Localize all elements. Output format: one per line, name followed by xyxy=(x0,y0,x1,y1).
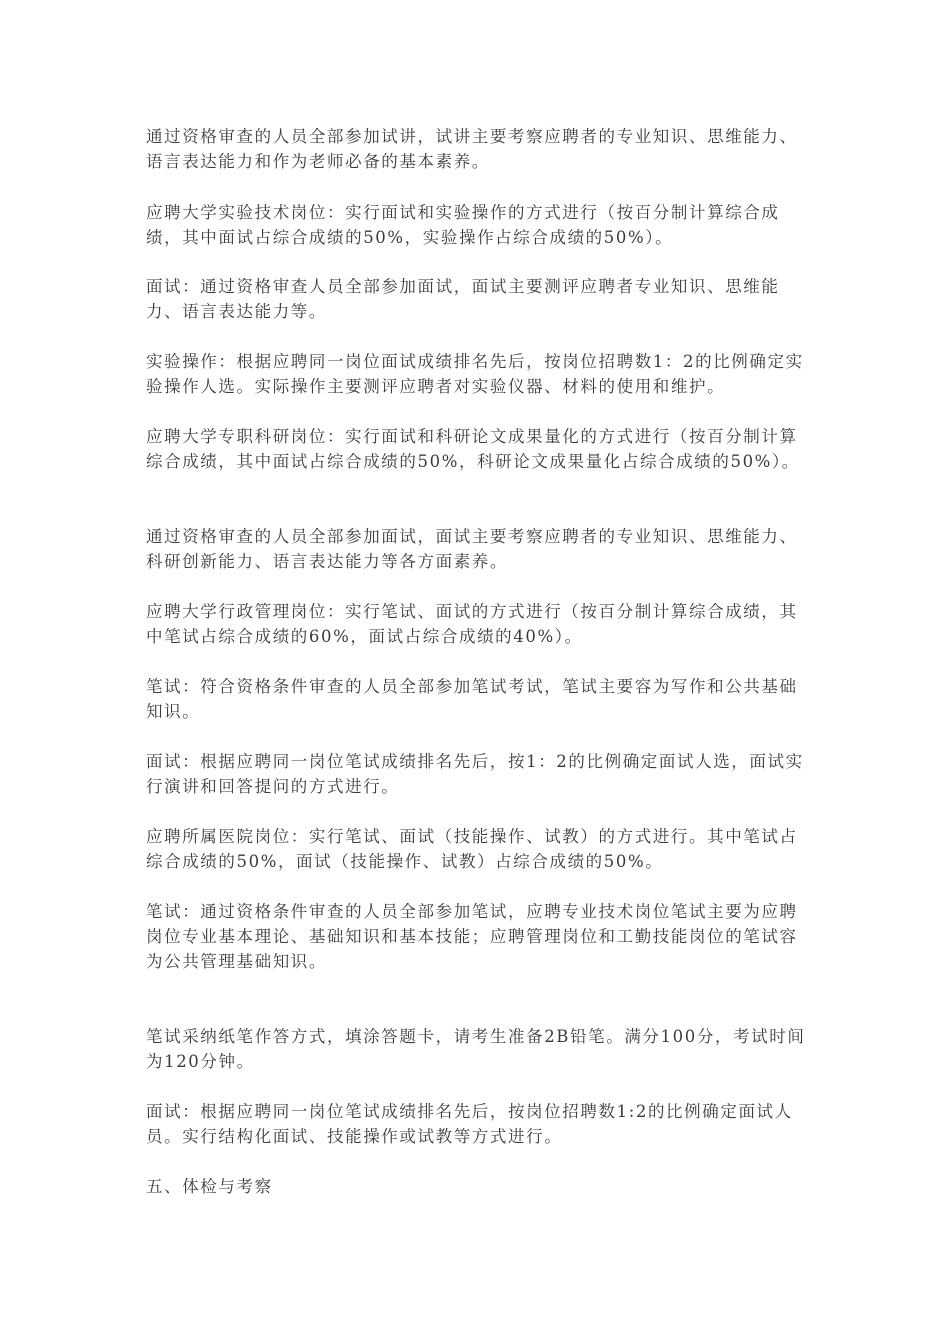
paragraph-lab-tech-post: 应聘大学实验技术岗位：实行面试和实验操作的方式进行（按百分制计算综合成绩，其中面试占综合成绩的50%，实验操作占综合成绩的50%）。 xyxy=(146,203,780,247)
paragraph-lab-interview: 面试：通过资格审查人员全部参加面试，面试主要测评应聘者专业知识、思维能力、语言表达能力等。 xyxy=(146,277,780,321)
paragraph-hospital-interview: 面试：根据应聘同一岗位笔试成绩排名先后，按岗位招聘数1:2的比例确定面试人员。实行结构化面试、技能操作或试教等方式进行。 xyxy=(146,1102,793,1146)
paragraph-lab-operation: 实验操作：根据应聘同一岗位面试成绩排名先后，按岗位招聘数1：2的比例确定实验操作人选。实际操作主要测评应聘者对实验仪器、材料的使用和维护。 xyxy=(146,352,804,396)
paragraph-research-post: 应聘大学专职科研岗位：实行面试和科研论文成果量化的方式进行（按百分制计算综合成绩，其中面试占综合成绩的50%，科研论文成果量化占综合成绩的50%）。 xyxy=(146,427,800,471)
paragraph-research-interview: 通过资格审查的人员全部参加面试，面试主要考察应聘者的专业知识、思维能力、科研创新能力、语言表达能力等各方面素养。 xyxy=(146,527,798,571)
paragraph-hospital-post: 应聘所属医院岗位：实行笔试、面试（技能操作、试教）的方式进行。其中笔试占综合成绩的50%，面试（技能操作、试教）占综合成绩的50%。 xyxy=(146,827,798,871)
paragraph-admin-post: 应聘大学行政管理岗位：实行笔试、面试的方式进行（按百分制计算综合成绩，其中笔试占综合成绩的60%，面试占综合成绩的40%）。 xyxy=(146,602,798,646)
paragraph-hospital-written: 笔试：通过资格条件审查的人员全部参加笔试，应聘专业技术岗位笔试主要为应聘岗位专业基本理论、基础知识和基本技能；应聘管理岗位和工勤技能岗位的笔试容为公共管理基础知识。 xyxy=(146,902,798,971)
section-heading-physical-exam: 五、体检与考察 xyxy=(146,1177,273,1196)
paragraph-admin-written: 笔试：符合资格条件审查的人员全部参加笔试考试，笔试主要容为写作和公共基础知识。 xyxy=(146,677,798,721)
paragraph-admin-interview: 面试：根据应聘同一岗位笔试成绩排名先后，按1：2的比例确定面试人选，面试实行演讲和回答提问的方式进行。 xyxy=(146,752,804,796)
paragraph-trial-lecture: 通过资格审查的人员全部参加试讲，试讲主要考察应聘者的专业知识、思维能力、语言表达能力和作为老师必备的基本素养。 xyxy=(146,127,798,171)
paragraph-exam-format: 笔试采纳纸笔作答方式，填涂答题卡，请考生准备2B铅笔。满分100分，考试时间为120分钟。 xyxy=(146,1027,806,1071)
